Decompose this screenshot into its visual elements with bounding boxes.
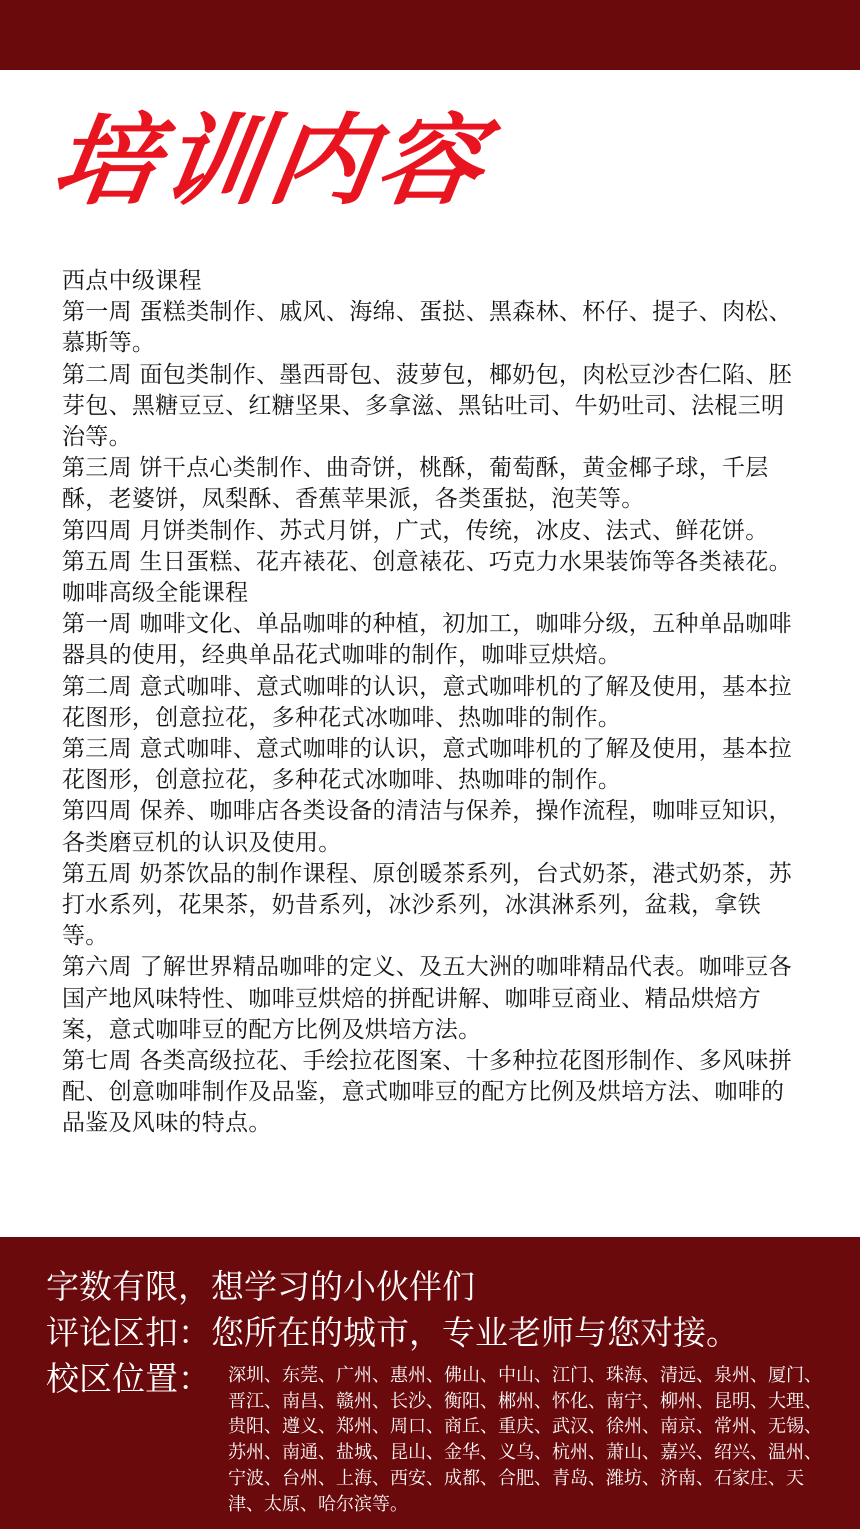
footer-line-2: 评论区扣：您所在的城市，专业老师与您对接。 [46,1313,739,1352]
section-heading-coffee: 咖啡高级全能课程 [62,580,249,607]
campus-list: 深圳、东莞、广州、惠州、佛山、中山、江门、珠海、清远、泉州、厦门、晋江、南昌、赣州、长沙、衡阳、郴州、怀化、南宁、柳州、昆明、大理、贵阳、遵义、郑州、周口、商丘、重庆、武汉、徐州、南京、常州、无锡、苏州、南通、盐城、昆山、金华、义乌、杭州、萧山、嘉兴、绍兴、温州、宁波、台州、上海、西安、成都、合肥、青岛、潍坊、济南、石家庄、天津、太原、哈尔滨等。 [228,1365,822,1515]
pastry-week-4: 第四周 月饼类制作、苏式月饼，广式，传统，冰皮、法式、鲜花饼。 [62,517,769,544]
campus-label: 校区位置： [46,1359,211,1398]
pastry-week-1: 第一周 蛋糕类制作、戚风、海绵、蛋挞、黑森林、杯仔、提子、肉松、慕斯等。 [62,299,792,357]
footer-banner [0,1237,860,1529]
top-banner [0,0,860,70]
coffee-week-5: 第五周 奶茶饮品的制作课程、原创暖茶系列，台式奶茶，港式奶茶，苏打水系列，花果茶，奶昔系列，冰沙系列，冰淇淋系列，盆栽，拿铁等。 [62,860,792,950]
footer-line-1: 字数有限，想学习的小伙伴们 [46,1267,475,1306]
coffee-week-6: 第六周 了解世界精品咖啡的定义、及五大洲的咖啡精品代表。咖啡豆各国产地风味特性、咖啡豆烘焙的拼配讲解、咖啡豆商业、精品烘焙方案，意式咖啡豆的配方比例及烘培方法。 [62,954,792,1043]
course-content [62,266,802,1140]
coffee-week-2: 第二周 意式咖啡、意式咖啡的认识，意式咖啡机的了解及使用，基本拉花图形，创意拉花，多种花式冰咖啡、热咖啡的制作。 [62,673,792,731]
coffee-week-4: 第四周 保养、咖啡店各类设备的清洁与保养，操作流程，咖啡豆知识，各类磨豆机的认识及使用。 [62,798,792,856]
coffee-week-1: 第一周 咖啡文化、单品咖啡的种植，初加工，咖啡分级，五种单品咖啡器具的使用，经典单品花式咖啡的制作，咖啡豆烘焙。 [62,611,792,669]
pastry-week-2: 第二周 面包类制作、墨西哥包、菠萝包，椰奶包，肉松豆沙杏仁陷、胚芽包、黑糖豆豆、红糖坚果、多拿滋、黑钻吐司、牛奶吐司、法棍三明治等。 [62,361,792,451]
page-title: 培训内容 [45,103,495,219]
section-heading-pastry: 西点中级课程 [62,268,202,294]
pastry-week-5: 第五周 生日蛋糕、花卉裱花、创意裱花、巧克力水果装饰等各类裱花。 [62,548,792,575]
pastry-week-3: 第三周 饼干点心类制作、曲奇饼，桃酥，葡萄酥，黄金椰子球，千层酥，老婆饼，凤梨酥、香蕉苹果派，各类蛋挞，泡芙等。 [62,455,769,513]
coffee-week-3: 第三周 意式咖啡、意式咖啡的认识，意式咖啡机的了解及使用，基本拉花图形，创意拉花，多种花式冰咖啡、热咖啡的制作。 [62,736,792,794]
coffee-week-7: 第七周 各类高级拉花、手绘拉花图案、十多种拉花图形制作、多风味拼配、创意咖啡制作及品鉴，意式咖啡豆的配方比例及烘培方法、咖啡的品鉴及风味的特点。 [62,1048,792,1137]
